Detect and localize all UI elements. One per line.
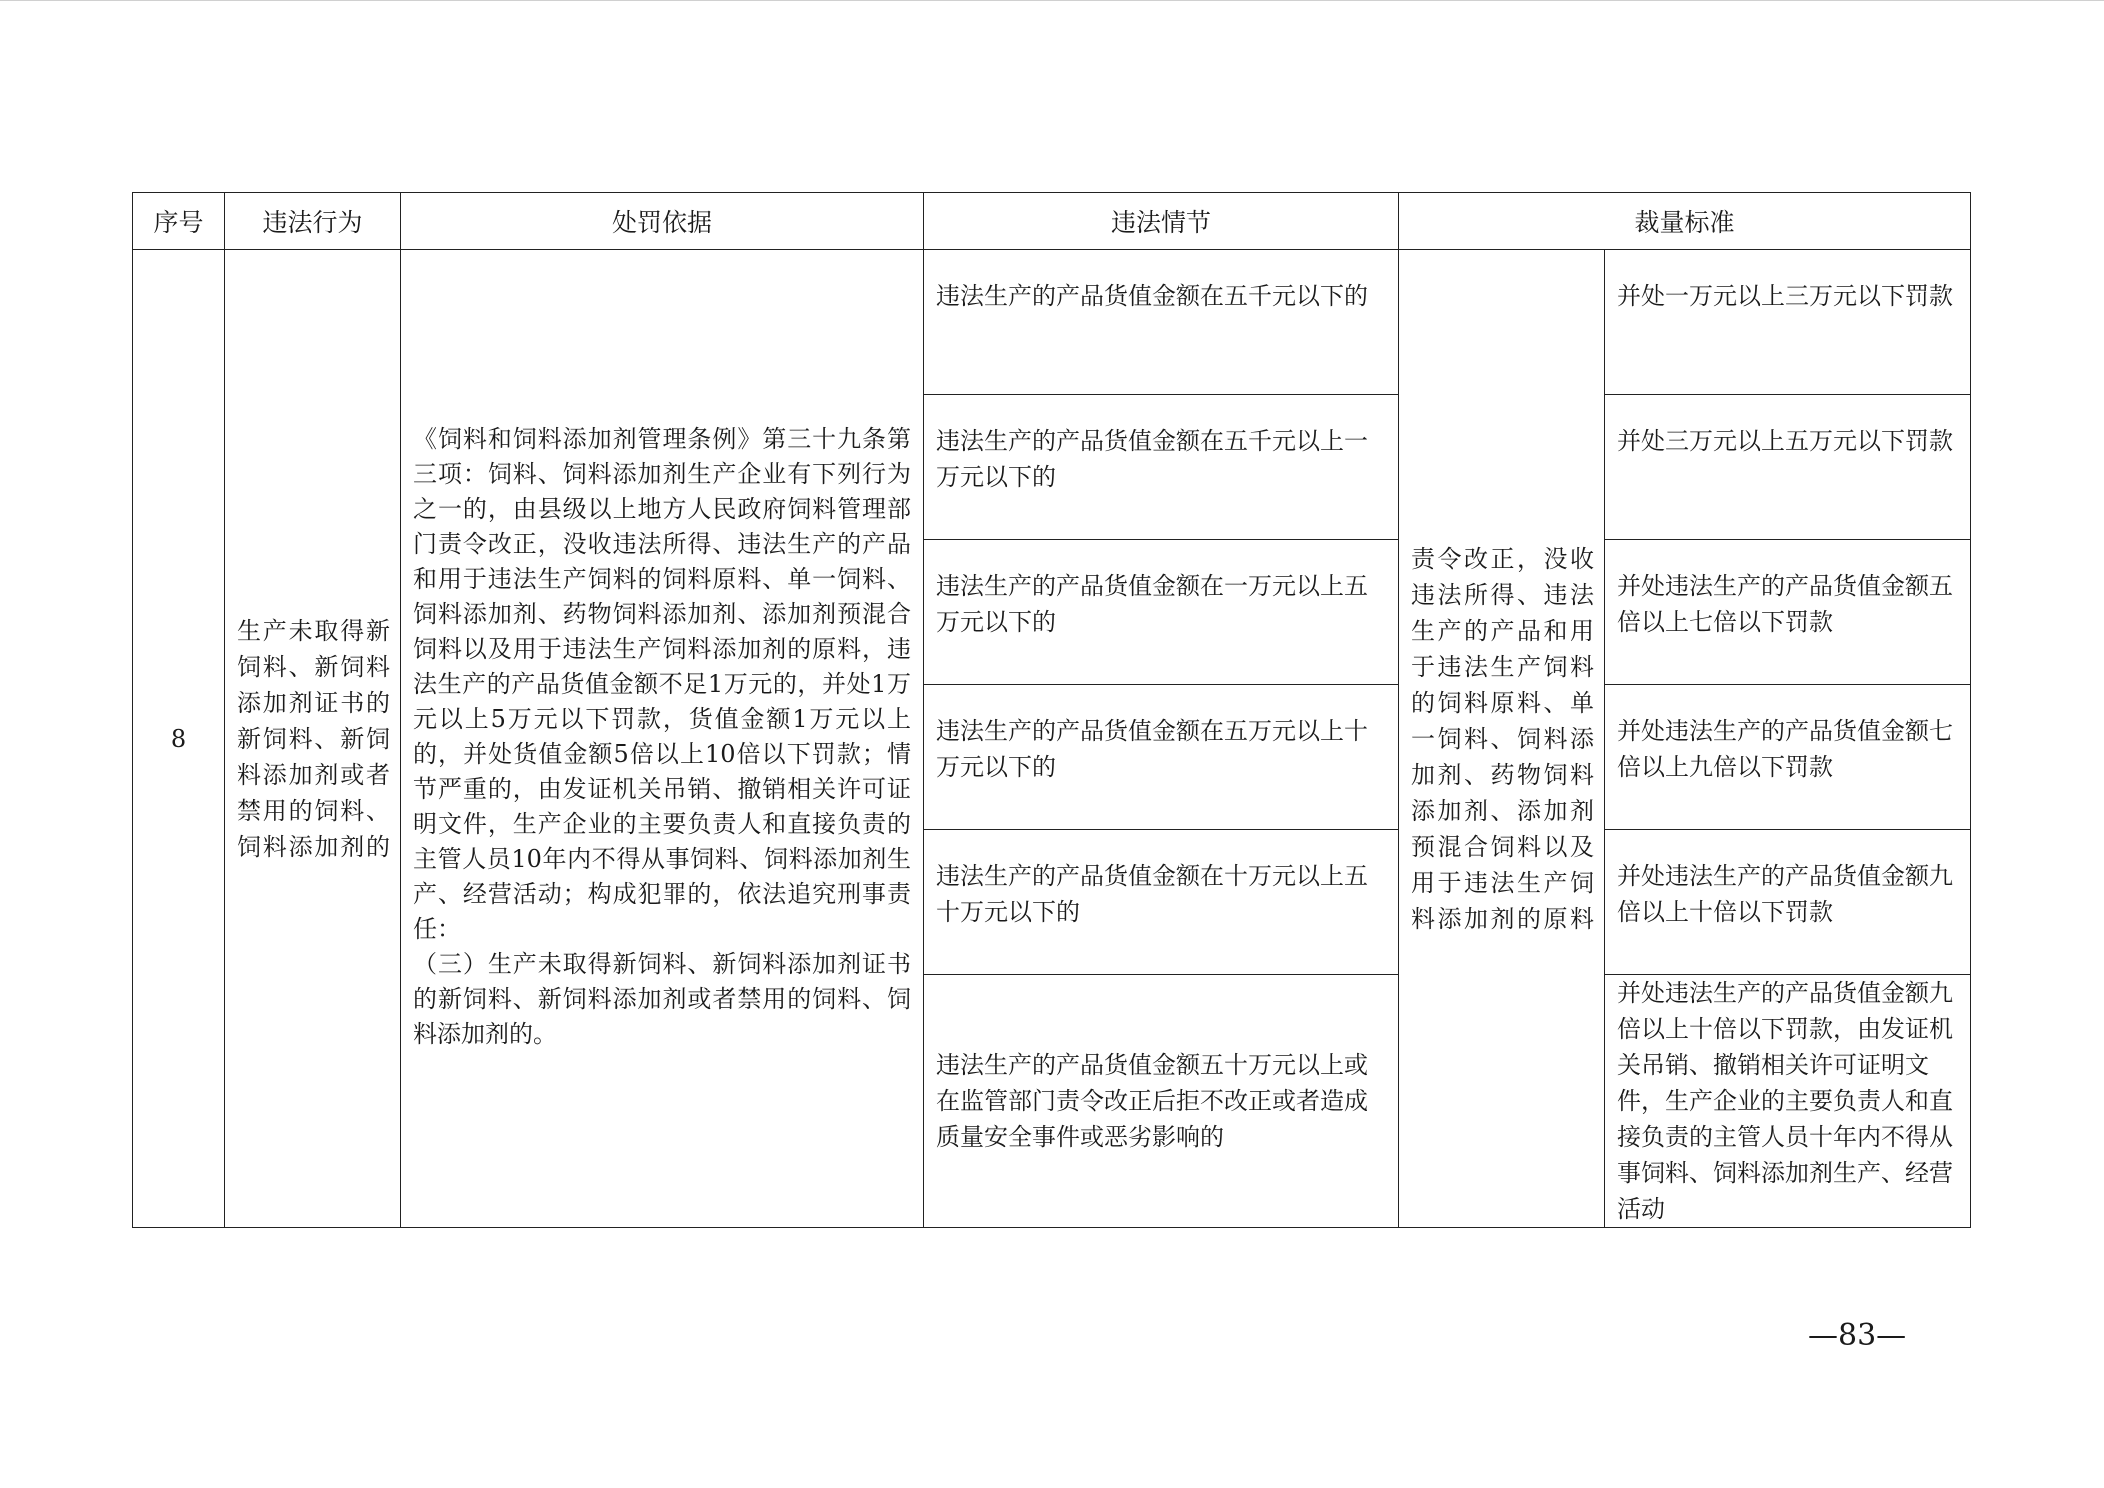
page-top-border bbox=[0, 0, 2104, 1]
situation-tier-3: 违法生产的产品货值金额在一万元以上五万元以下的 bbox=[924, 540, 1399, 685]
penalty-tier-1: 并处一万元以上三万元以下罚款 bbox=[1605, 250, 1971, 395]
penalty-tier-5: 并处违法生产的产品货值金额九倍以上十倍以下罚款 bbox=[1605, 830, 1971, 975]
row-serial-no: 8 bbox=[133, 250, 225, 1228]
row-violation-behavior: 生产未取得新饲料、新饲料添加剂证书的新饲料、新饲料添加剂或者禁用的饲料、饲料添加剂的 bbox=[225, 250, 401, 1228]
penalty-tier-4: 并处违法生产的产品货值金额七倍以上九倍以下罚款 bbox=[1605, 685, 1971, 830]
common-penalty: 责令改正，没收违法所得、违法生产的产品和用于违法生产饲料的饲料原料、单一饲料、饲料添加剂、药物饲料添加剂、添加剂预混合饲料以及用于违法生产饲料添加剂的原料 bbox=[1399, 250, 1605, 1228]
table-row bbox=[133, 250, 1971, 395]
penalty-tier-3: 并处违法生产的产品货值金额五倍以上七倍以下罚款 bbox=[1605, 540, 1971, 685]
penalty-basis-main-text: 《饲料和饲料添加剂管理条例》第三十九条第三项：饲料、饲料添加剂生产企业有下列行为之一的，由县级以上地方人民政府饲料管理部门责令改正，没收违法所得、违法生产的产品和用于违法生产饲料的饲料原料、单一饲料、饲料添加剂、药物饲料添加剂、添加剂预混合饲料以及用于违法生产饲料添加剂的原料，违法生产的产品货值金额不足1万元的，并处1万元以上5万元以下罚款，货值金额1万元以上的，并处货值金额5倍以上10倍以下罚款；情节严重的，由发证机关吊销、撤销相关许可证明文件，生产企业的主要负责人和直接负责的主管人员10年内不得从事饲料、饲料添加剂生产、经营活动；构成犯罪的，依法追究刑事责任： bbox=[413, 425, 911, 943]
header-serial-no: 序号 bbox=[133, 193, 225, 250]
situation-tier-1: 违法生产的产品货值金额在五千元以下的 bbox=[924, 250, 1399, 395]
header-violation-behavior: 违法行为 bbox=[225, 193, 401, 250]
penalty-standard-table bbox=[132, 192, 1971, 1228]
header-discretion-standard: 裁量标准 bbox=[1399, 193, 1971, 250]
situation-tier-5: 违法生产的产品货值金额在十万元以上五十万元以下的 bbox=[924, 830, 1399, 975]
situation-tier-6: 违法生产的产品货值金额五十万元以上或在监管部门责令改正后拒不改正或者造成质量安全事件或恶劣影响的 bbox=[924, 975, 1399, 1228]
table-header-row bbox=[133, 193, 1971, 250]
penalty-basis-item-text: （三）生产未取得新饲料、新饲料添加剂证书的新饲料、新饲料添加剂或者禁用的饲料、饲料添加剂的。 bbox=[413, 950, 911, 1048]
penalty-tier-6: 并处违法生产的产品货值金额九倍以上十倍以下罚款，由发证机关吊销、撤销相关许可证明文件，生产企业的主要负责人和直接负责的主管人员十年内不得从事饲料、饲料添加剂生产、经营活动 bbox=[1605, 975, 1971, 1228]
page-number: —83— bbox=[1808, 1318, 1907, 1353]
situation-tier-2: 违法生产的产品货值金额在五千元以上一万元以下的 bbox=[924, 395, 1399, 540]
row-penalty-basis bbox=[401, 250, 924, 1228]
header-violation-situation: 违法情节 bbox=[924, 193, 1399, 250]
situation-tier-4: 违法生产的产品货值金额在五万元以上十万元以下的 bbox=[924, 685, 1399, 830]
penalty-tier-2: 并处三万元以上五万元以下罚款 bbox=[1605, 395, 1971, 540]
header-penalty-basis: 处罚依据 bbox=[401, 193, 924, 250]
